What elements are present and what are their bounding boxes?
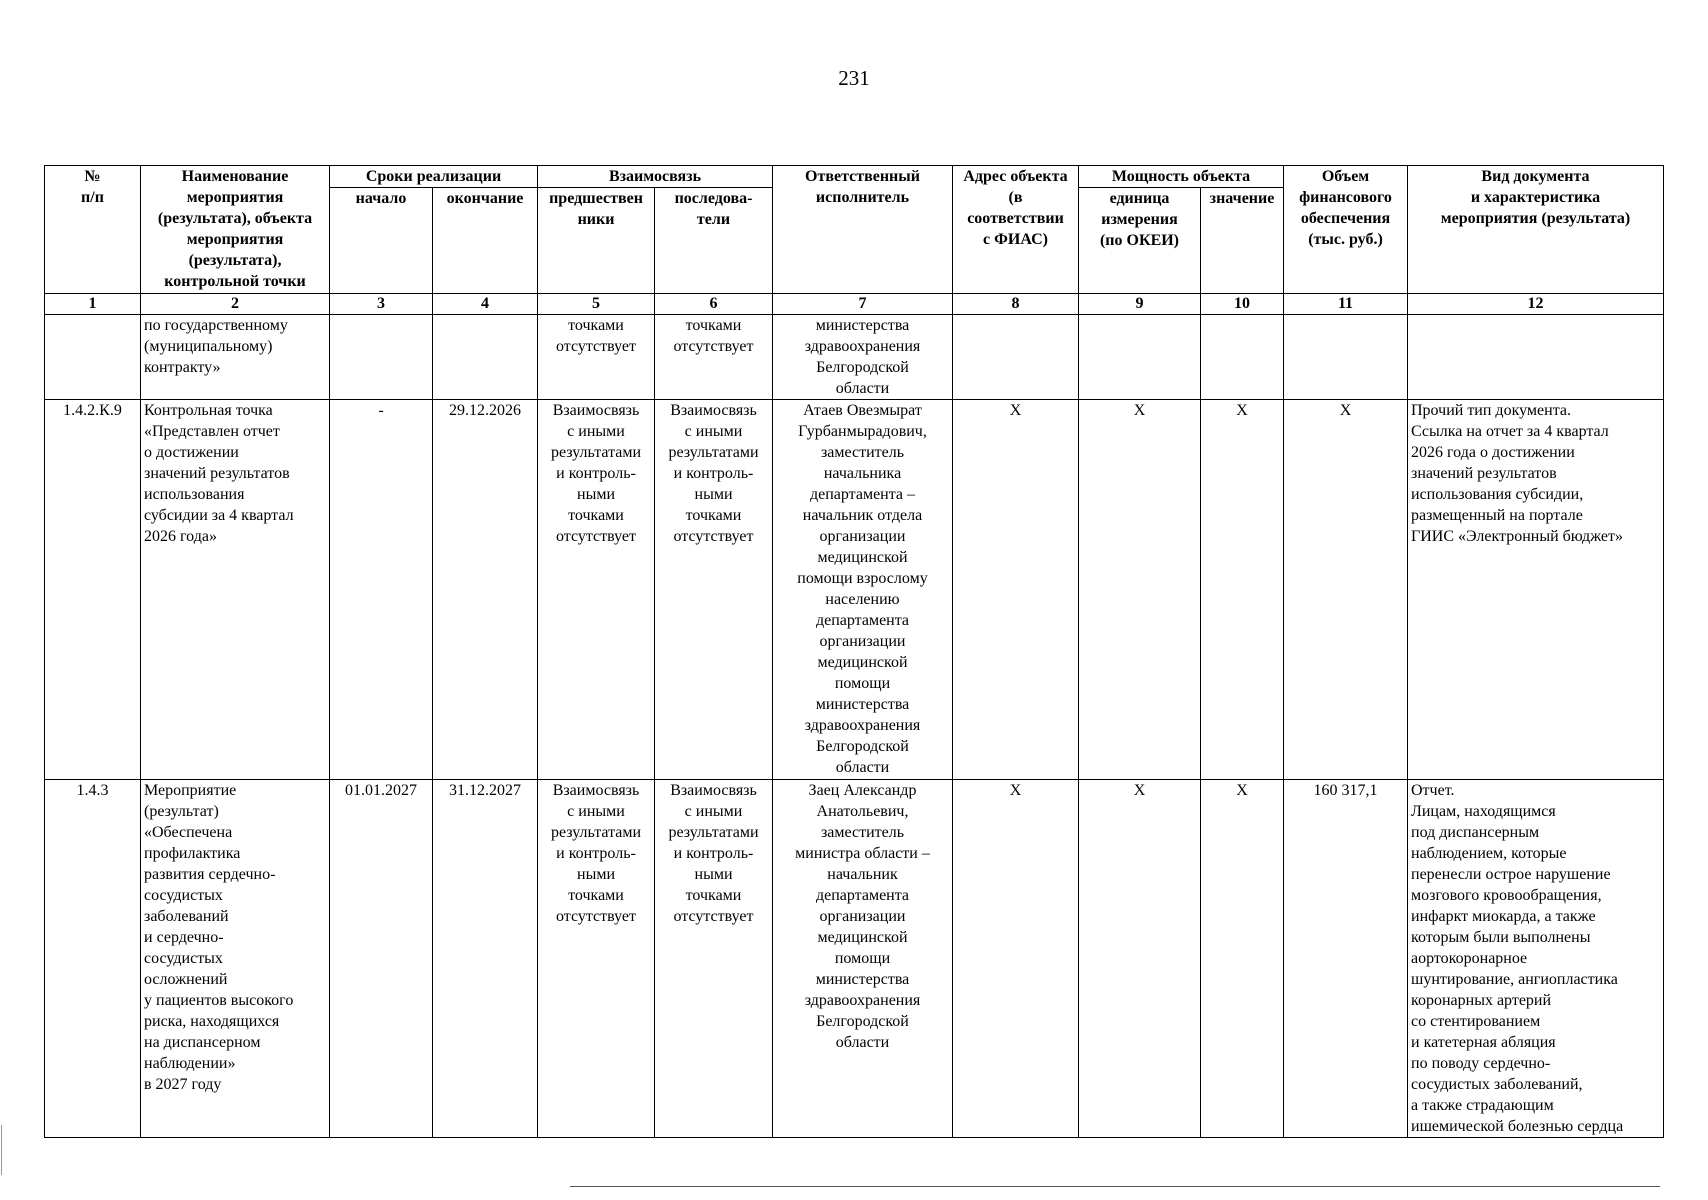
row-start: -: [330, 400, 433, 780]
row-value: [1201, 315, 1284, 400]
header-row-1: [45, 166, 1664, 188]
row-predecessors: Взаимосвязь с иными результатами и контроль- ными точками отсутствует: [538, 400, 655, 780]
scan-edge-mark: [1, 1125, 2, 1175]
header-link: Взаимосвязь: [538, 166, 773, 188]
table-row: [45, 315, 1664, 400]
row-name: Контрольная точка «Представлен отчет о достижении значений результатов использования субсидии за 4 квартал 2026 года»: [141, 400, 330, 780]
header-predecessors: предшествен ники: [538, 188, 655, 294]
row-unit: X: [1079, 780, 1201, 1138]
col-number: 4: [433, 294, 538, 315]
row-address: X: [953, 780, 1079, 1138]
header-address: Адрес объекта (в соответствии с ФИАС): [953, 166, 1079, 294]
header-value: значение: [1201, 188, 1284, 294]
row-num: [45, 315, 141, 400]
header-start: начало: [330, 188, 433, 294]
page-number: 231: [838, 66, 870, 90]
row-predecessors: Взаимосвязь с иными результатами и контроль- ными точками отсутствует: [538, 780, 655, 1138]
header-name: Наименование мероприятия (результата), объекта мероприятия (результата), контрольной точки: [141, 166, 330, 294]
header-num: № п/п: [45, 166, 141, 294]
row-unit: X: [1079, 400, 1201, 780]
row-responsible: Заец Александр Анатольевич, заместитель министра области – начальник департамента организации медицинской помощи министерства здравоохранения Белгородской области: [773, 780, 953, 1138]
row-start: [330, 315, 433, 400]
col-number: 10: [1201, 294, 1284, 315]
row-predecessors: точками отсутствует: [538, 315, 655, 400]
col-number: 7: [773, 294, 953, 315]
row-responsible: Атаев Овезмырат Гурбанмырадович, заместитель начальника департамента – начальник отдела организации медицинской помощи взрослому населению департамента организации медицинской помощи министерства здравоохранения Белгородской области: [773, 400, 953, 780]
row-name: по государственному (муниципальному) контракту»: [141, 315, 330, 400]
col-number: 5: [538, 294, 655, 315]
col-number: 12: [1408, 294, 1664, 315]
row-value: X: [1201, 400, 1284, 780]
activity-plan-table: [44, 165, 1664, 1138]
row-end: [433, 315, 538, 400]
row-unit: [1079, 315, 1201, 400]
scan-bottom-line: [570, 1186, 1660, 1187]
col-number: 8: [953, 294, 1079, 315]
row-document: [1408, 315, 1664, 400]
row-end: 29.12.2026: [433, 400, 538, 780]
col-number: 3: [330, 294, 433, 315]
col-number: 6: [655, 294, 773, 315]
row-end: 31.12.2027: [433, 780, 538, 1138]
row-financing: [1284, 315, 1408, 400]
row-responsible: министерства здравоохранения Белгородской области: [773, 315, 953, 400]
header-document: Вид документа и характеристика мероприятия (результата): [1408, 166, 1664, 294]
row-document: Отчет. Лицам, находящимся под диспансерным наблюдением, которые перенесли острое нарушение мозгового кровообращения, инфаркт миокарда, а также которым были выполнены аортокоронарное шунтирование, ангиопластика коронарных артерий со стентированием и катетерная абляция по поводу сердечно- сосудистых заболеваний, а также страдающим ишемической болезнью сердца: [1408, 780, 1664, 1138]
header-successors: последова- тели: [655, 188, 773, 294]
col-number: 11: [1284, 294, 1408, 315]
header-financing: Объем финансового обеспечения (тыс. руб.): [1284, 166, 1408, 294]
row-address: X: [953, 400, 1079, 780]
col-number: 1: [45, 294, 141, 315]
header-end: окончание: [433, 188, 538, 294]
col-number: 2: [141, 294, 330, 315]
row-document: Прочий тип документа. Ссылка на отчет за 4 квартал 2026 года о достижении значений результатов использования субсидии, размещенный на портале ГИИС «Электронный бюджет»: [1408, 400, 1664, 780]
column-number-row: [45, 294, 1664, 315]
row-num: 1.4.2.К.9: [45, 400, 141, 780]
row-financing: 160 317,1: [1284, 780, 1408, 1138]
header-terms: Сроки реализации: [330, 166, 538, 188]
row-start: 01.01.2027: [330, 780, 433, 1138]
row-value: X: [1201, 780, 1284, 1138]
table-row: [45, 400, 1664, 780]
row-financing: X: [1284, 400, 1408, 780]
row-name: Мероприятие (результат) «Обеспечена профилактика развития сердечно- сосудистых заболеваний и сердечно- сосудистых осложнений у пациентов высокого риска, находящихся на диспансерном наблюдении» в 2027 году: [141, 780, 330, 1138]
header-capacity: Мощность объекта: [1079, 166, 1284, 188]
row-address: [953, 315, 1079, 400]
row-successors: Взаимосвязь с иными результатами и контроль- ными точками отсутствует: [655, 780, 773, 1138]
header-unit: единица измерения (по ОКЕИ): [1079, 188, 1201, 294]
row-num: 1.4.3: [45, 780, 141, 1138]
row-successors: Взаимосвязь с иными результатами и контроль- ными точками отсутствует: [655, 400, 773, 780]
col-number: 9: [1079, 294, 1201, 315]
header-responsible: Ответственный исполнитель: [773, 166, 953, 294]
table-row: [45, 780, 1664, 1138]
row-successors: точками отсутствует: [655, 315, 773, 400]
